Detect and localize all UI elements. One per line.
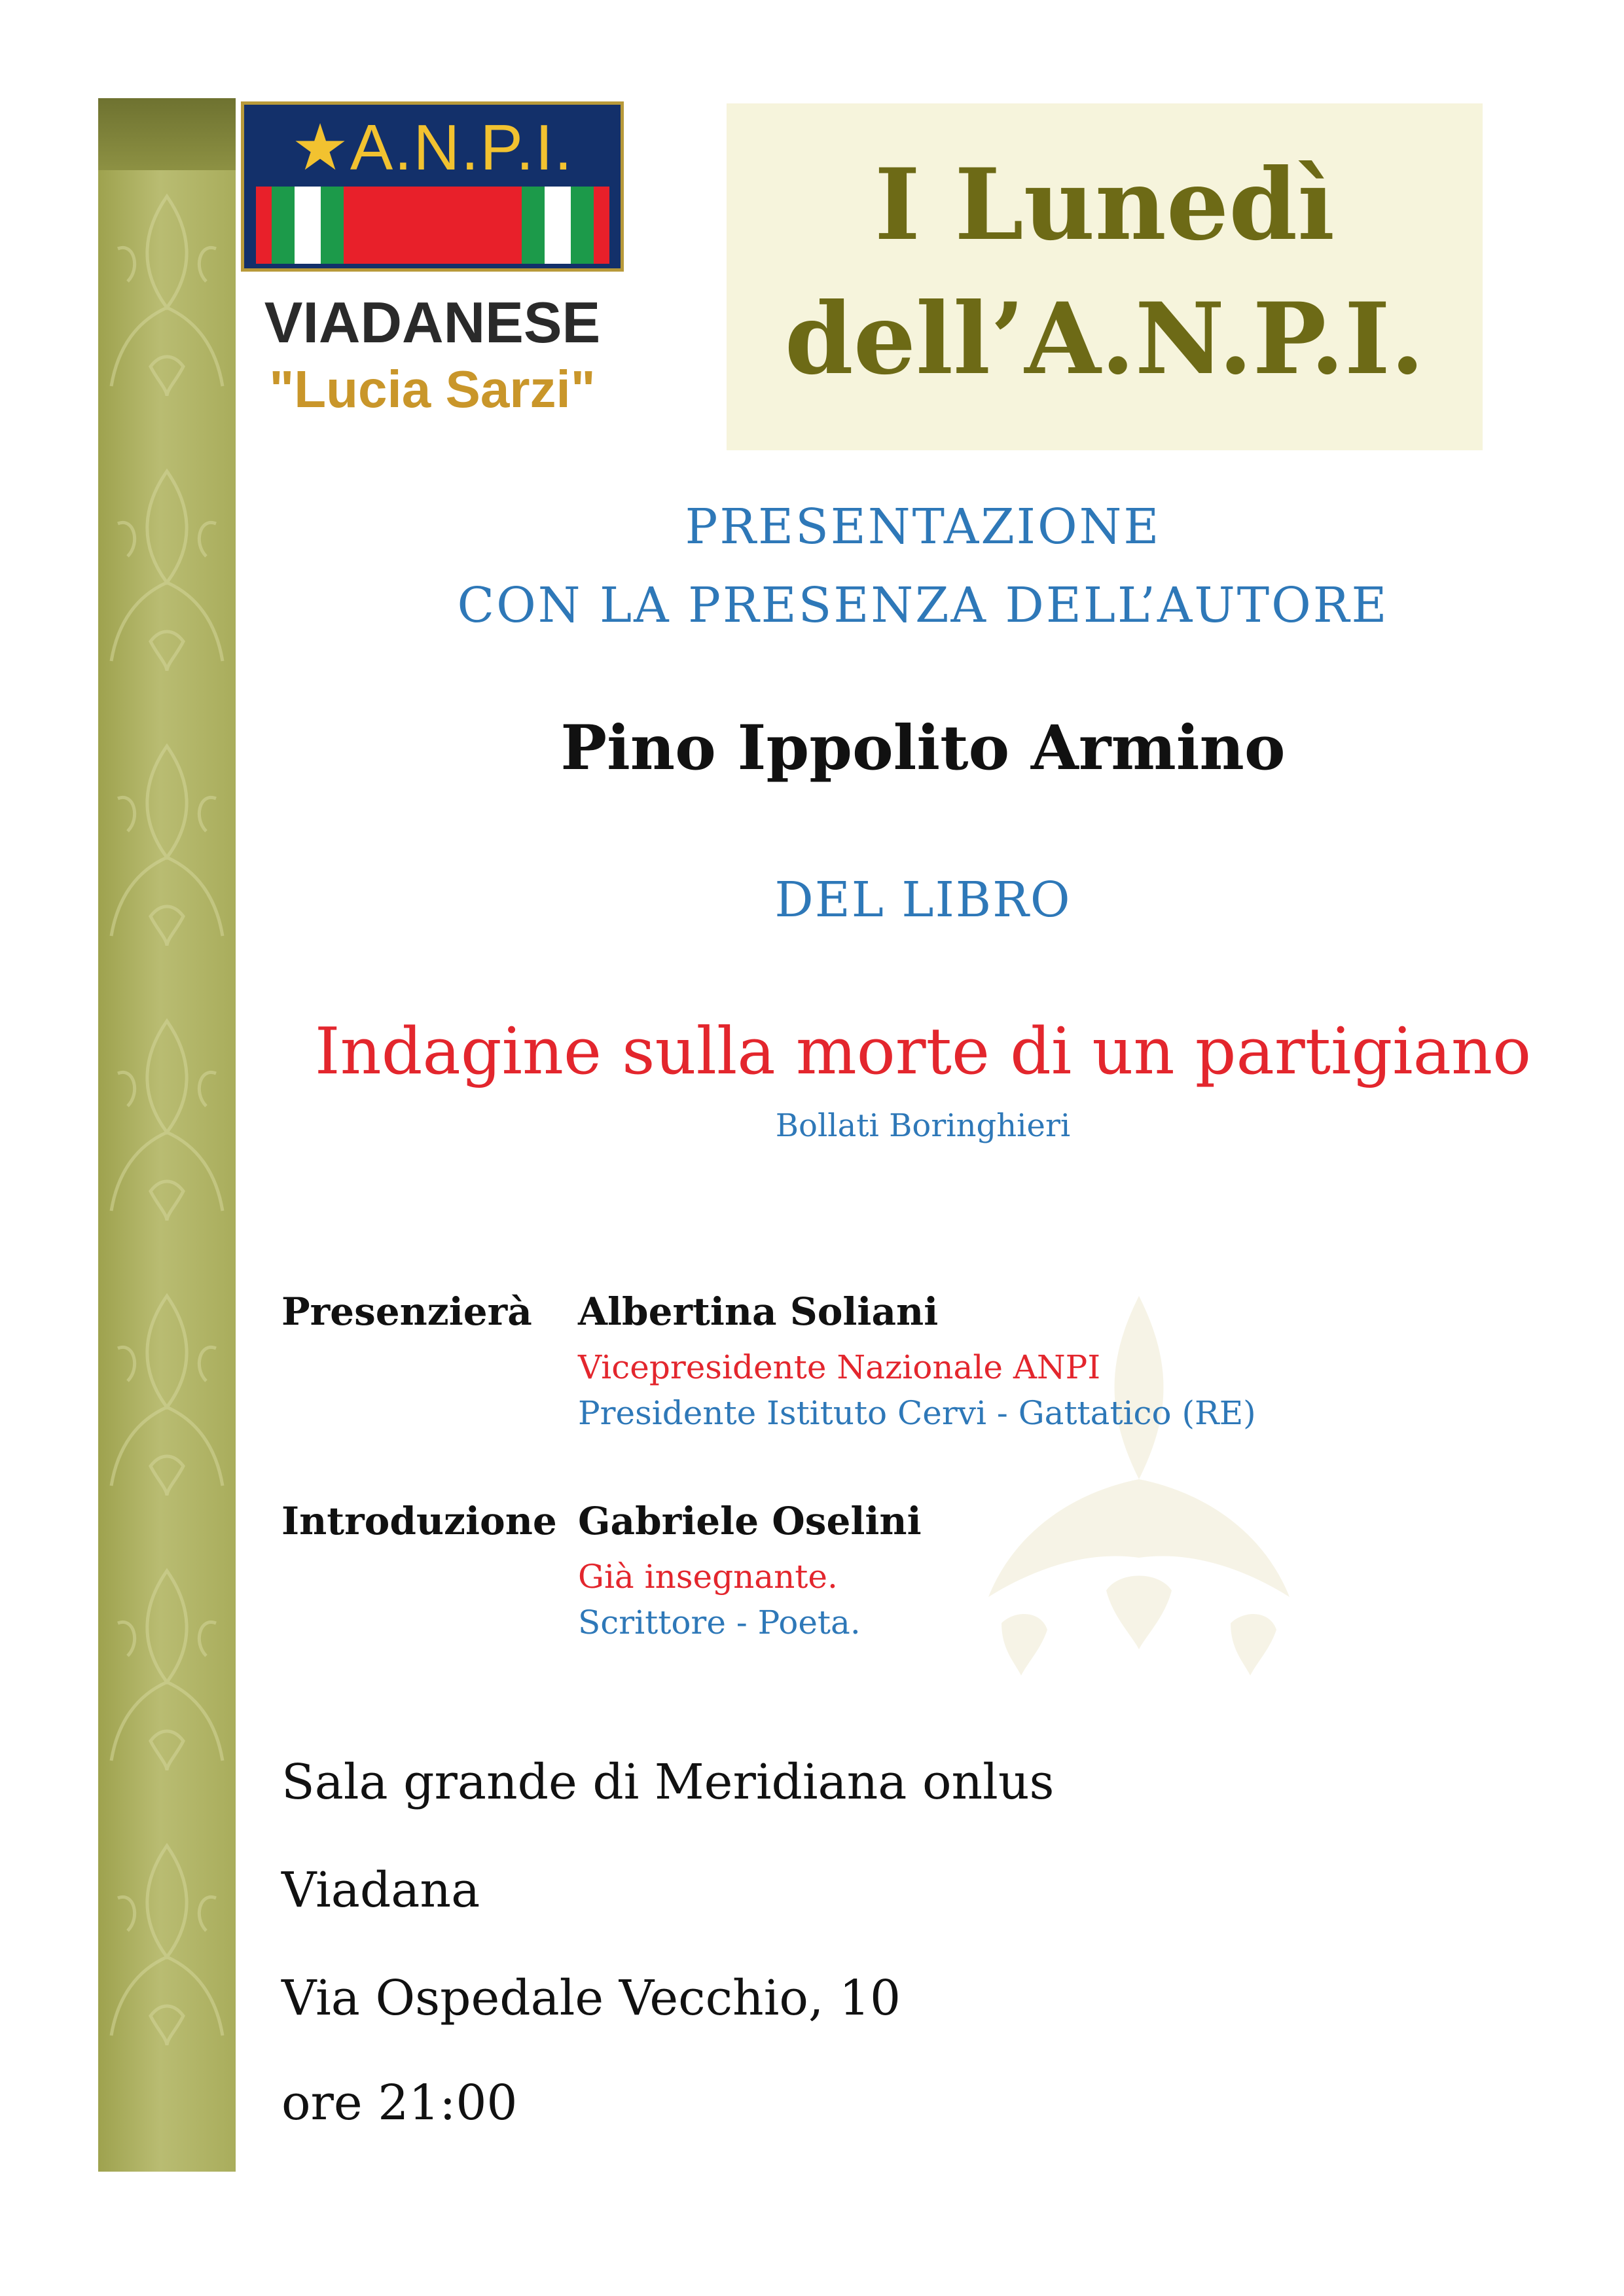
logo-tricolor-stripes: [256, 187, 609, 264]
logo-line-viadanese: VIADANESE: [264, 290, 601, 355]
side-band-cap: [98, 98, 236, 170]
venue-address: Via Ospedale Vecchio, 10: [281, 1970, 901, 2026]
credit-role-soliani-1: Vicepresidente Nazionale ANPI: [578, 1348, 1101, 1386]
logo-line-lucia-sarzi: "Lucia Sarzi": [269, 360, 596, 418]
credit-label-presenziera: Presenzierà: [281, 1289, 532, 1334]
event-time: ore 21:00: [281, 2075, 518, 2131]
credit-name-oselini: Gabriele Oselini: [578, 1499, 922, 1543]
author-name: Pino Ippolito Armino: [560, 712, 1286, 784]
title-line-2: dell’A.N.P.I.: [784, 281, 1425, 397]
presentation-line-2: CON LA PRESENZA DELL’AUTORE: [457, 577, 1389, 634]
book-title: Indagine sulla morte di un partigiano: [314, 1014, 1532, 1089]
logo-title: ★A.N.P.I.: [291, 111, 573, 183]
anpi-logo: [241, 101, 624, 416]
credit-name-soliani: Albertina Soliani: [578, 1289, 939, 1334]
venue-place: Sala grande di Meridiana onlus: [281, 1754, 1055, 1810]
title-line-1: I Lunedì: [874, 147, 1335, 262]
venue-city: Viadana: [281, 1862, 480, 1918]
credit-role-oselini-1: Già insegnante.: [578, 1558, 838, 1596]
book-intro: DEL LIBRO: [774, 872, 1072, 928]
floral-pattern: [98, 170, 236, 2172]
credit-role-oselini-2: Scrittore - Poeta.: [578, 1604, 861, 1641]
credit-role-soliani-2: Presidente Istituto Cervi - Gattatico (RE): [578, 1394, 1256, 1432]
title-box: [727, 103, 1483, 450]
credit-label-introduzione: Introduzione: [281, 1499, 557, 1543]
book-publisher: Bollati Boringhieri: [775, 1107, 1071, 1144]
decorative-side-band: [98, 98, 236, 2172]
presentation-line-1: PRESENTAZIONE: [685, 499, 1161, 555]
logo-emblem: [241, 101, 624, 272]
